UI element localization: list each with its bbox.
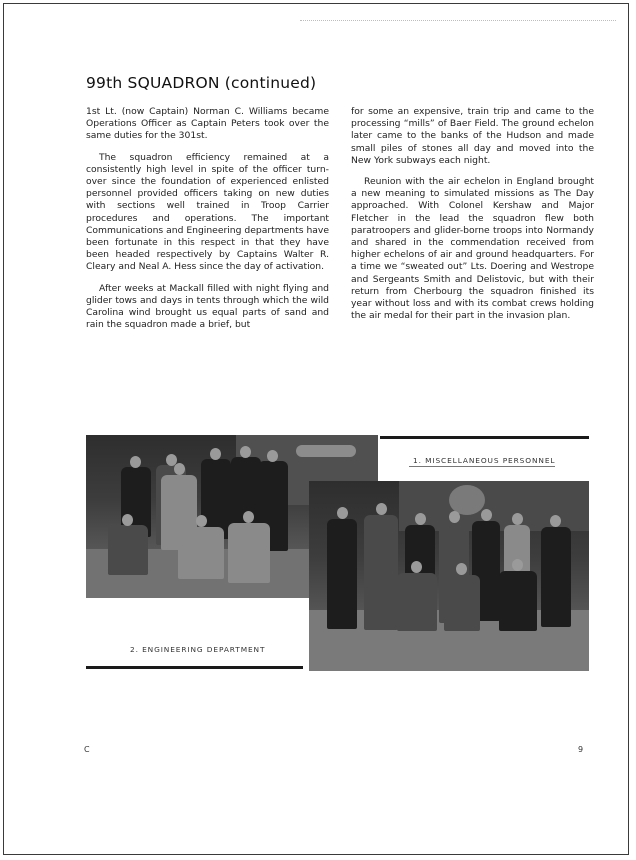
engineering-department-caption: 2. ENGINEERING DEPARTMENT bbox=[130, 645, 266, 654]
paragraph: for some an expensive, train trip and came to the processing “mills” of Baer Field. The ground echelon later came to the banks of the Hudson and made small piles of stones all day and moved into the New York subways each night. bbox=[351, 106, 594, 166]
caption-box bbox=[86, 598, 303, 666]
caption-rule bbox=[380, 436, 589, 439]
left-column bbox=[86, 106, 329, 340]
paragraph: Reunion with the air echelon in England brought a new meaning to simulated missions as The Day approached. With Colonel Kershaw and Major Fletcher in the lead the squadron flew both paratroopers and glider-borne troops into Normandy and shared in the commendation received from higher echelons of air and ground headquarters. For a time we “sweated out” Lts. Doering and Westrope and Sergeants Smith and Delistovic, but with their return from Cherbourg the squadron finished its year without loss and with its combat crews holding the air medal for their part in the invasion plan. bbox=[351, 176, 594, 322]
paragraph: The squadron efficiency remained at a consistently high level in spite of the officer turn-over since the foundation of experienced enlisted personnel provided officers taking on new duties with sections well trained in Troop Carrier procedures and operations. The important Communications and Engineering departments have been fortunate in this respect in that they have been headed respectively by Captains Walter R. Cleary and Neal A. Hess since the day of activation. bbox=[86, 151, 329, 273]
miscellaneous-personnel-photo bbox=[309, 481, 589, 671]
page-number: 9 bbox=[578, 745, 584, 754]
footer-mark: C bbox=[84, 745, 90, 754]
paragraph: 1st Lt. (now Captain) Norman C. Williams became Operations Officer as Captain Peters took over the same duties for the 301st. bbox=[86, 106, 329, 142]
page-heading: 99th SQUADRON (continued) bbox=[86, 74, 317, 92]
miscellaneous-personnel-caption: 1. MISCELLANEOUS PERSONNEL bbox=[413, 456, 556, 465]
right-column bbox=[351, 106, 594, 331]
top-rule bbox=[300, 20, 616, 21]
caption-rule bbox=[86, 666, 303, 669]
paragraph: After weeks at Mackall filled with night flying and glider tows and days in tents through which the wild Carolina wind brought us equal parts of sand and rain the squadron made a brief, but bbox=[86, 282, 329, 331]
caption-underline bbox=[409, 466, 555, 467]
